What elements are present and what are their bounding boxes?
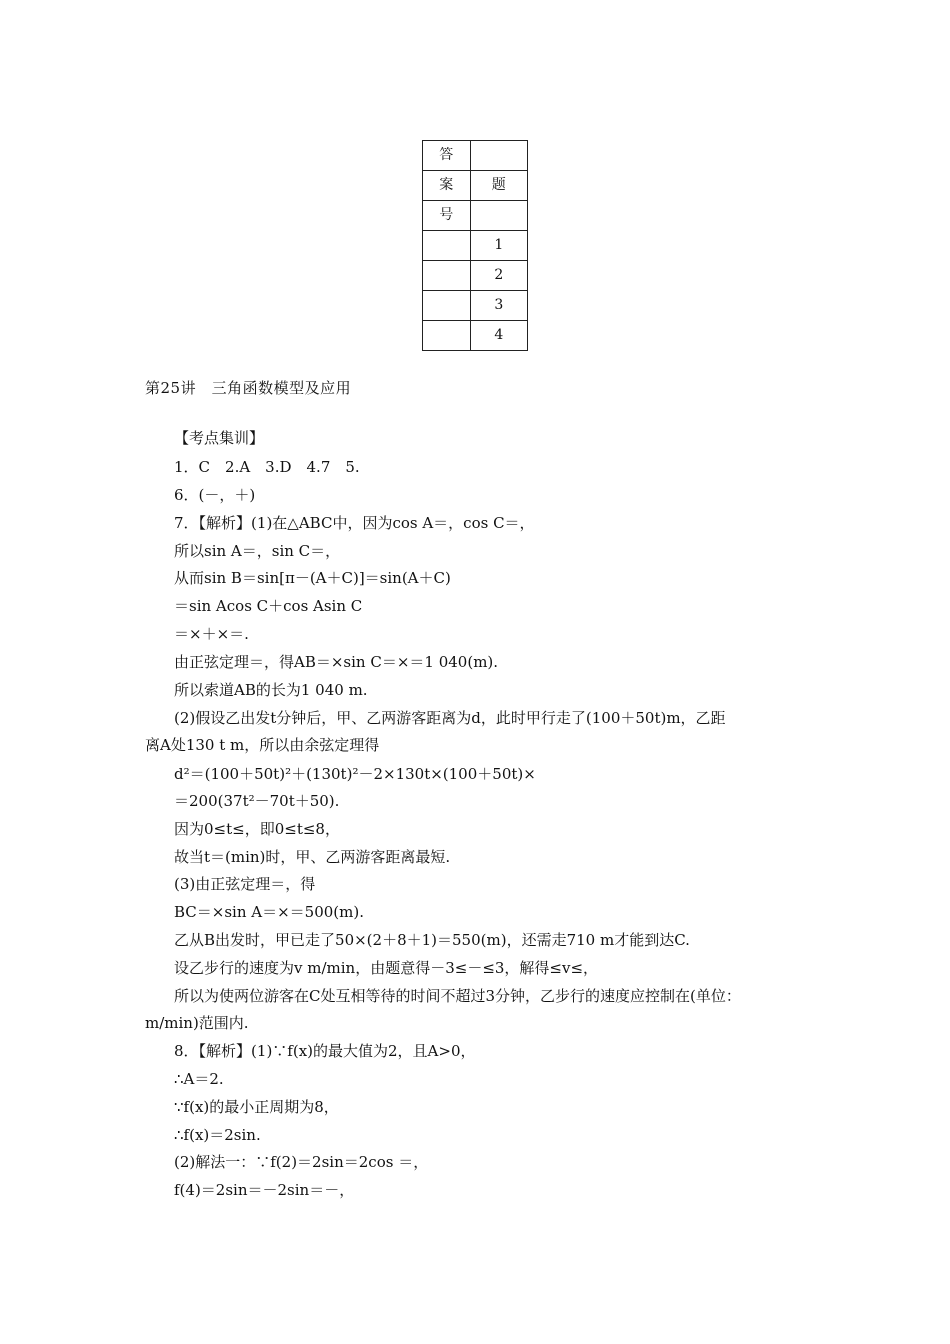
table-cell: [423, 321, 471, 351]
text-line: 乙从B出发时，甲已走了50×(2＋8＋1)＝550(m)，还需走710 m才能到达C.: [174, 931, 690, 949]
text-line: 设乙步行的速度为v m/min，由题意得－3≤－≤3，解得≤v≤，: [174, 959, 599, 977]
text-line: 8．【解析】(1)∵f(x)的最大值为2，且A>0，: [174, 1042, 476, 1060]
table-cell: 1: [470, 231, 527, 261]
text-line: 【考点集训】: [174, 429, 265, 447]
text-line: 7．【解析】(1)在△ABC中，因为cos A＝，cos C＝，: [174, 514, 535, 532]
text-line: 从而sin B＝sin[π－(A＋C)]＝sin(A＋C): [174, 569, 451, 587]
table-row: [423, 231, 528, 261]
table-row: [423, 261, 528, 291]
table-cell: 2: [470, 261, 527, 291]
text-line: 6．(－，＋): [174, 486, 256, 504]
text-line: 因为0≤t≤，即0≤t≤8，: [174, 820, 340, 838]
table-row: [423, 141, 528, 171]
text-line: d²＝(100＋50t)²＋(130t)²－2×130t×(100＋50t)×: [174, 765, 536, 783]
text-line: 所以索道AB的长为1 040 m.: [174, 681, 368, 699]
table-cell: [423, 291, 471, 321]
table-row: [423, 201, 528, 231]
table-row: [423, 321, 528, 351]
table-cell: [470, 201, 527, 231]
table-cell: [423, 231, 471, 261]
table-cell: 案: [423, 171, 471, 201]
text-line: (2)假设乙出发t分钟后，甲、乙两游客距离为d，此时甲行走了(100＋50t)m，乙距: [174, 709, 726, 727]
text-line: BC＝×sin A＝×＝500(m).: [174, 903, 364, 921]
table-cell: 答: [423, 141, 471, 171]
table-cell: 4: [470, 321, 527, 351]
table-cell: 号: [423, 201, 471, 231]
text-line: ∴f(x)＝2sin.: [174, 1126, 261, 1144]
text-line: (3)由正弦定理＝，得: [174, 875, 316, 893]
text-line: ∵f(x)的最小正周期为8，: [174, 1098, 339, 1116]
text-line: 所以为使两位游客在C处互相等待的时间不超过3分钟，乙步行的速度应控制在(单位：: [174, 987, 741, 1005]
text-line: 离A处130 t m，所以由余弦定理得: [145, 736, 380, 754]
text-line: m/min)范围内.: [145, 1014, 249, 1032]
table-row: [423, 291, 528, 321]
table-cell: 题: [470, 171, 527, 201]
answer-table: [422, 140, 528, 351]
table-cell: [423, 261, 471, 291]
table-cell: [470, 141, 527, 171]
table-cell: 3: [470, 291, 527, 321]
text-line: 所以sin A＝，sin C＝，: [174, 542, 341, 560]
text-line: ＝×＋×＝.: [174, 625, 249, 643]
text-line: ＝200(37t²－70t＋50).: [174, 792, 340, 810]
text-line: ＝sin Acos C＋cos Asin C: [174, 597, 363, 615]
text-line: (2)解法一：∵f(2)＝2sin＝2cos ＝，: [174, 1153, 429, 1171]
text-line: 1．C 2.A 3.D 4.7 5.: [174, 458, 360, 476]
text-line: f(4)＝2sin＝－2sin＝－，: [174, 1181, 355, 1199]
text-line: 故当t＝(min)时，甲、乙两游客距离最短.: [174, 848, 451, 866]
text-line: 由正弦定理＝，得AB＝×sin C＝×＝1 040(m).: [174, 653, 499, 671]
section-title: 第25讲 三角函数模型及应用: [145, 379, 352, 397]
table-row: [423, 171, 528, 201]
text-line: ∴A＝2.: [174, 1070, 224, 1088]
